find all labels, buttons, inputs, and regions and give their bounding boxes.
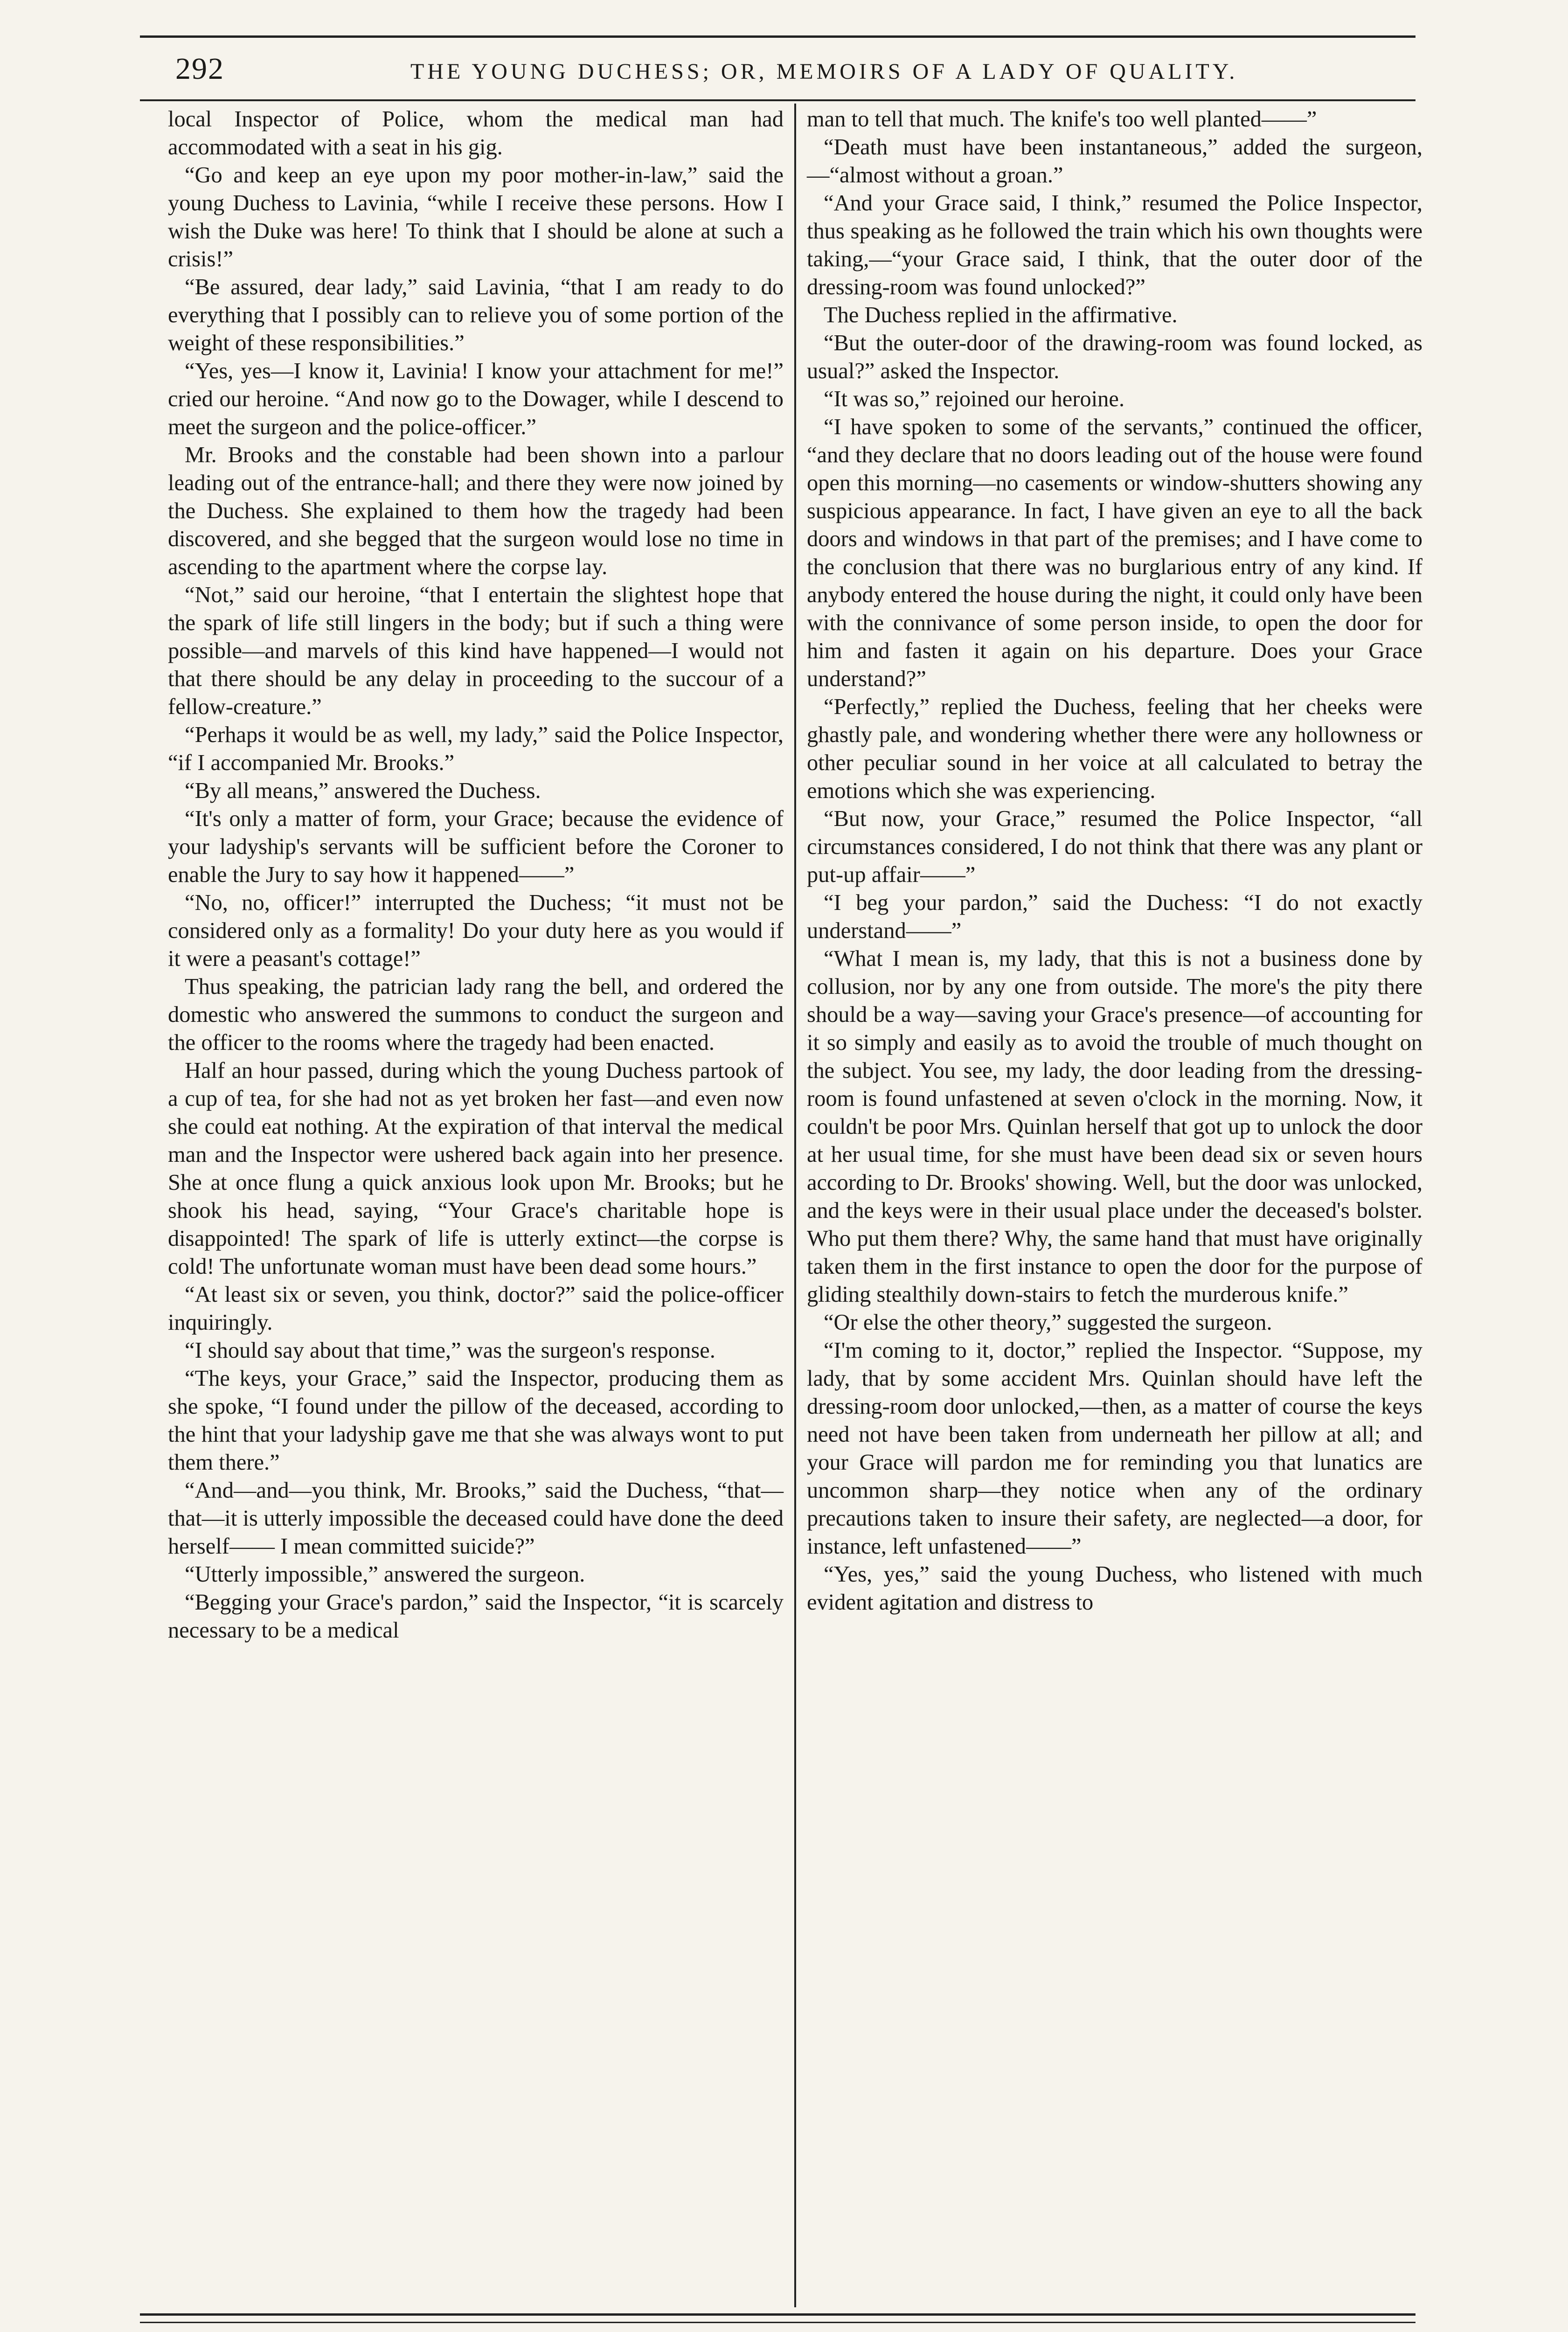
- paragraph: local Inspector of Police, whom the medical man had accommodated with a seat in his gig.: [168, 107, 784, 160]
- paragraph: “But now, your Grace,” resumed the Police Inspector, “all circumstances considered, I do not think that there was any plant or put-up affair——”: [807, 806, 1422, 887]
- paragraph: “It's only a matter of form, your Grace; because the evidence of your ladyship's servants will be sufficient before the Coroner to enable the Jury to say how it happened——”: [168, 806, 784, 887]
- paragraph: “Begging your Grace's pardon,” said the Inspector, “it is scarcely necessary to be a medical: [168, 1590, 784, 1643]
- paragraph: “Or else the other theory,” suggested the surgeon.: [824, 1310, 1272, 1335]
- paragraph: “But the outer-door of the drawing-room was found locked, as usual?” asked the Inspector.: [807, 331, 1422, 383]
- bottom-rule: [140, 2313, 1415, 2316]
- column-divider: [794, 104, 796, 2307]
- paragraph: Thus speaking, the patrician lady rang the bell, and ordered the domestic who answered the summons to conduct the surgeon and the officer to the rooms where the tragedy had been enacted.: [168, 974, 784, 1055]
- paragraph: “And—and—you think, Mr. Brooks,” said the Duchess, “that—that—it is utterly impossible the deceased could have done the deed herself—— I mean committed suicide?”: [168, 1478, 784, 1559]
- paragraph: “I should say about that time,” was the surgeon's response.: [185, 1338, 715, 1363]
- paragraph: “I have spoken to some of the servants,” continued the officer, “and they declare that no doors leading out of the house were found open this morning—no casements or window-shutters showing any suspicious appearance. In fact, I have given an eye to all the back doors and windows in that part of the premises; and I have come to the conclusion that there was no burglarious entry of any kind. If anybody entered the house during the night, it could only have been with the connivance of some person inside, to open the door for him and fasten it again on his departure. Does your Grace understand?”: [807, 415, 1422, 691]
- page-number: 292: [175, 52, 224, 86]
- paragraph: The Duchess replied in the affirmative.: [824, 303, 1178, 327]
- paragraph: “By all means,” answered the Duchess.: [185, 778, 541, 803]
- paragraph: “Be assured, dear lady,” said Lavinia, “that I am ready to do everything that I possibly can to relieve you of some portion of the weight of these responsibilities.”: [168, 275, 784, 355]
- paragraph: Half an hour passed, during which the young Duchess partook of a cup of tea, for she had not as yet broken her fast—and even now she could eat nothing. At the expiration of that interval the medical man and the Inspector were ushered back again into her presence. She at once flung a quick anxious look upon Mr. Brooks; but he shook his head, saying, “Your Grace's charitable hope is disappointed! The spark of life is utterly extinct—the corpse is cold! The unfortunate woman must have been dead some hours.”: [168, 1058, 784, 1279]
- bottom-rule-thin: [140, 2322, 1415, 2323]
- paragraph: “Perfectly,” replied the Duchess, feeling that her cheeks were ghastly pale, and wondering whether there were any hollowness or other peculiar sound in her voice at all calculated to betray the emotions which she was experiencing.: [807, 694, 1422, 803]
- paragraph: “The keys, your Grace,” said the Inspector, producing them as she spoke, “I found under the pillow of the deceased, according to the hint that your ladyship gave me that she was always wont to put them there.”: [168, 1366, 784, 1475]
- left-column: [168, 105, 784, 1645]
- paragraph: “Death must have been instantaneous,” added the surgeon,—“almost without a groan.”: [807, 135, 1422, 187]
- top-rule: [140, 35, 1415, 38]
- right-column: [807, 105, 1422, 1617]
- paragraph: “Go and keep an eye upon my poor mother-in-law,” said the young Duchess to Lavinia, “while I receive these persons. How I wish the Duke was here! To think that I should be alone at such a crisis!”: [168, 163, 784, 271]
- paragraph: “I'm coming to it, doctor,” replied the Inspector. “Suppose, my lady, that by some accident Mrs. Quinlan should have left the dressing-room door unlocked,—then, as a matter of course the keys need not have been taken from underneath her pillow at all; and your Grace will pardon me for reminding you that lunatics are uncommon sharp—they notice when any of the ordinary precautions taken to insure their safety, are neglected—a door, for instance, left unfastened——”: [807, 1338, 1422, 1559]
- paragraph: “No, no, officer!” interrupted the Duchess; “it must not be considered only as a formality! Do your duty here as you would if it were a peasant's cottage!”: [168, 890, 784, 971]
- paragraph: “What I mean is, my lady, that this is not a business done by collusion, nor by any one from outside. The more's the pity there should be a way—saving your Grace's presence—of accounting for it so simply and easily as to avoid the trouble of much thought on the subject. You see, my lady, the door leading from the dressing-room is found unfastened at seven o'clock in the morning. Now, it couldn't be poor Mrs. Quinlan herself that got up to unlock the door at her usual time, for she must have been dead six or seven hours according to Dr. Brooks' showing. Well, but the door was unlocked, and the keys were in their usual place under the deceased's bolster. Who put them there? Why, the same hand that must have originally taken them in the first instance to open the door for the purpose of gliding stealthily down-stairs to fetch the murderous knife.”: [807, 946, 1422, 1307]
- paragraph: “Yes, yes—I know it, Lavinia! I know your attachment for me!” cried our heroine. “And now go to the Dowager, while I descend to meet the surgeon and the police-officer.”: [168, 359, 784, 439]
- paragraph: “I beg your pardon,” said the Duchess: “I do not exactly understand——”: [807, 890, 1422, 943]
- paragraph: Mr. Brooks and the constable had been shown into a parlour leading out of the entrance-hall; and there they were now joined by the Duchess. She explained to them how the tragedy had been discovered, and she begged that the surgeon would lose no time in ascending to the apartment where the corpse lay.: [168, 443, 784, 579]
- paragraph: man to tell that much. The knife's too well planted——”: [807, 107, 1317, 132]
- paragraph: “Yes, yes,” said the young Duchess, who listened with much evident agitation and distress to: [807, 1562, 1422, 1615]
- running-head: THE YOUNG DUCHESS; OR, MEMOIRS OF A LADY OF QUALITY.: [410, 59, 1238, 84]
- paragraph: “And your Grace said, I think,” resumed the Police Inspector, thus speaking as he followed the train which his own thoughts were taking,—“your Grace said, I think, that the outer door of the dressing-room was found unlocked?”: [807, 191, 1422, 299]
- paragraph: “Utterly impossible,” answered the surgeon.: [185, 1562, 585, 1587]
- paragraph: “It was so,” rejoined our heroine.: [824, 387, 1125, 411]
- header-rule: [140, 99, 1415, 101]
- paragraph: “Perhaps it would be as well, my lady,” said the Police Inspector, “if I accompanied Mr. Brooks.”: [168, 722, 784, 775]
- paragraph: “Not,” said our heroine, “that I entertain the slightest hope that the spark of life still lingers in the body; but if such a thing were possible—and marvels of this kind have happened—I would not that there should be any delay in proceeding to the succour of a fellow-creature.”: [168, 583, 784, 719]
- paragraph: “At least six or seven, you think, doctor?” said the police-officer inquiringly.: [168, 1282, 784, 1335]
